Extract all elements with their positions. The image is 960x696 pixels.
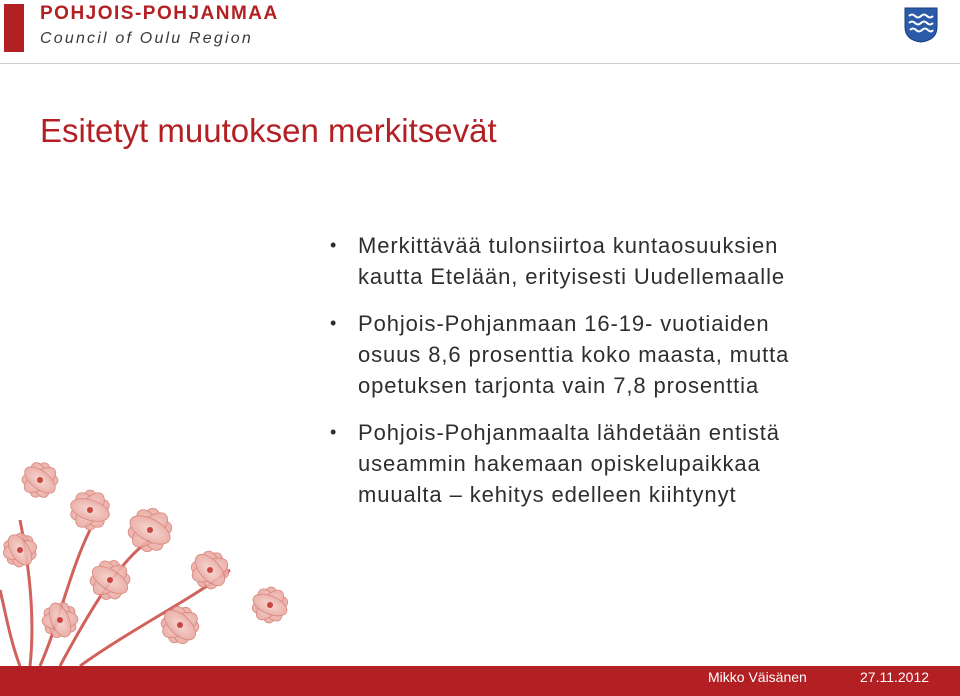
bullet-item [330, 417, 950, 510]
bullet-text: Pohjois-Pohjanmaalta lähdetään entistä useammin hakemaan opiskelupaikkaa muualta – kehitys edelleen kiihtynyt [358, 420, 780, 507]
flower-illustration-icon [0, 420, 360, 666]
bullet-list [330, 230, 950, 526]
bullet-item [330, 230, 950, 292]
bullet-text: Merkittävää tulonsiirtoa kuntaosuuksien kautta Etelään, erityisesti Uudellemaalle [358, 233, 785, 289]
slide-title: Esitetyt muutoksen merkitsevät [40, 112, 497, 149]
bullet-text: Pohjois-Pohjanmaan 16-19- vuotiaiden osuus 8,6 prosenttia koko maasta, mutta opetuksen tarjonta vain 7,8 prosenttia [358, 311, 790, 398]
bullet-dot-icon: • [330, 422, 338, 442]
bullet-dot-icon: • [330, 235, 338, 255]
org-name: POHJOIS-POHJANMAA [40, 3, 279, 24]
coat-of-arms-icon [904, 7, 938, 43]
bullet-dot-icon: • [330, 313, 338, 333]
footer-bar [0, 666, 960, 696]
footer-author: Mikko Väisänen [708, 669, 807, 685]
header-accent-bar [4, 4, 24, 52]
footer-date: 27.11.2012 [860, 669, 930, 685]
header-divider [0, 63, 960, 64]
org-subtitle: Council of Oulu Region [40, 30, 253, 47]
bullet-item [330, 308, 950, 401]
